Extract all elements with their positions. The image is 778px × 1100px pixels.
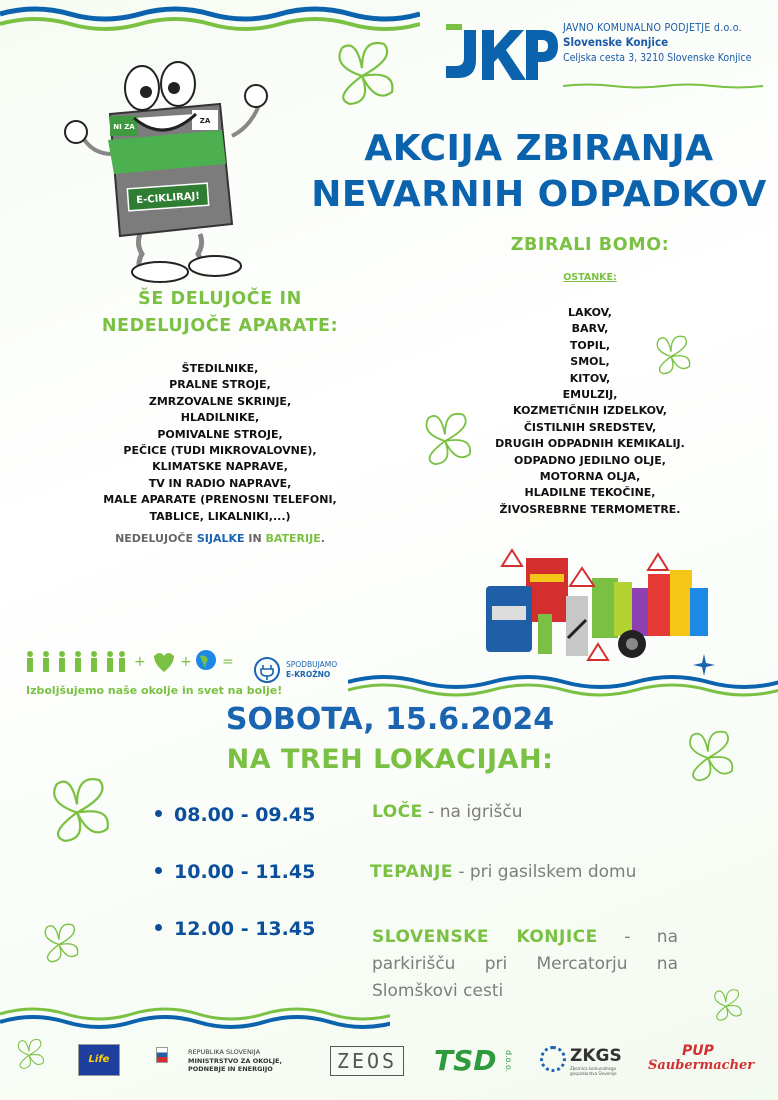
ecikliraj-mascot xyxy=(50,44,270,284)
slot-time: 08.00 - 09.45 xyxy=(174,804,316,826)
hazardous-list xyxy=(420,305,760,518)
life-logo xyxy=(78,1044,120,1076)
list-item: ŽIVOSREBRNE TERMOMETRE. xyxy=(499,502,681,516)
bullet-icon xyxy=(155,867,162,874)
note-batteries: BATERIJE xyxy=(265,532,321,545)
chemical-containers-image xyxy=(482,548,722,672)
bottom-wave xyxy=(0,1004,390,1034)
clover-icon xyxy=(36,772,118,852)
jkp-logo xyxy=(444,22,559,82)
header-underline xyxy=(563,74,763,77)
slovenia-crest-icon xyxy=(156,1047,168,1063)
plug-icon xyxy=(254,657,280,683)
zeos-text: ZEOS xyxy=(336,1049,398,1073)
list-item: TV IN RADIO NAPRAVE, xyxy=(148,476,292,490)
list-item: ODPADNO JEDILNO OLJE, xyxy=(514,453,666,467)
list-item: ČISTILNIH SREDSTEV, xyxy=(523,420,657,434)
location-name: LOČE xyxy=(372,802,423,822)
list-item: BARV, xyxy=(571,322,609,336)
location-detail: - pri gasilskem domu xyxy=(452,862,637,882)
clover-icon xyxy=(10,1036,48,1076)
slot-time: 12.00 - 13.45 xyxy=(174,918,316,940)
clover-icon xyxy=(34,920,84,970)
clover-icon xyxy=(706,986,746,1028)
zeos-logo xyxy=(330,1046,404,1076)
location-3 xyxy=(372,924,678,1005)
main-title-line1: AKCIJA ZBIRANJA xyxy=(364,128,714,169)
zkgs-sub: Zbornica komunalnega gospodarstva Slovenije xyxy=(570,1066,617,1076)
note-part: . xyxy=(320,532,325,545)
clover-icon xyxy=(322,36,402,115)
bullet-icon xyxy=(155,924,162,931)
note-part: IN xyxy=(244,532,266,545)
tsd-suffix: d.o.o. xyxy=(504,1050,513,1073)
top-wave xyxy=(0,0,420,40)
people-heart-earth-icon xyxy=(22,648,242,678)
list-item: PRALNE STROJE, xyxy=(169,378,271,392)
mascot-badge-right: ZA xyxy=(199,117,211,125)
saubermacher-logo xyxy=(648,1043,755,1078)
location-name: TEPANJE xyxy=(370,862,453,882)
list-item: KLIMATSKE NAPRAVE, xyxy=(152,460,288,474)
right-subheading: OSTANKE: xyxy=(563,272,617,283)
zkgs-text: ZKGS xyxy=(570,1046,622,1066)
locations-title: NA TREH LOKACIJAH: xyxy=(226,744,554,775)
list-item: HLADILNE TEKOČINE, xyxy=(524,486,656,500)
location-detail: - na parkirišču pri Mercatorju na Slomškovi cesti xyxy=(372,927,678,1001)
list-item: KOZMETIČNIH IZDELKOV, xyxy=(513,404,667,418)
list-item: PEČICE (TUDI MIKROVALOVNE), xyxy=(123,444,317,458)
lamps-batteries-note xyxy=(40,532,400,545)
clover-icon xyxy=(676,726,740,790)
list-item: ZMRZOVALNE SKRINJE, xyxy=(148,394,292,408)
left-heading-line1: ŠE DELUJOČE IN xyxy=(138,289,302,309)
pup-text: PUP xyxy=(682,1043,714,1059)
slot-time: 10.00 - 11.45 xyxy=(174,861,316,883)
list-item: LAKOV, xyxy=(568,306,612,319)
org-name: JAVNO KOMUNALNO PODJETJE d.o.o. xyxy=(563,22,742,34)
middle-wave xyxy=(348,668,778,698)
location-2 xyxy=(370,862,700,882)
mascot-badge-left: NI ZA xyxy=(113,123,135,131)
tsd-text: TSD xyxy=(434,1044,497,1077)
event-date: SOBOTA, 15.6.2024 xyxy=(225,702,555,737)
time-slot-1 xyxy=(155,804,315,826)
list-item: MOTORNA OLJA, xyxy=(539,470,641,484)
location-name: SLOVENSKE KONJICE xyxy=(372,927,598,947)
list-item: TABLICE, LIKALNIKI,...) xyxy=(149,509,291,523)
org-info xyxy=(563,22,773,64)
note-lamps: SIJALKE xyxy=(196,532,245,545)
org-address: Celjska cesta 3, 3210 Slovenske Konjice xyxy=(563,52,752,64)
location-1 xyxy=(372,802,692,822)
list-item: EMULZIJ, xyxy=(562,388,618,402)
ministry-line3: PODNEBJE IN ENERGIJO xyxy=(188,1065,273,1073)
svg-text:=: = xyxy=(222,654,234,670)
list-item: TOPIL, xyxy=(569,338,611,352)
left-heading xyxy=(20,286,420,340)
badge-line2: E-KROŽNO xyxy=(286,670,331,679)
main-title-line2: NEVARNIH ODPADKOV xyxy=(311,174,767,215)
zkgs-mark-icon xyxy=(540,1046,566,1072)
life-text: Life xyxy=(88,1054,110,1065)
mascot-brand: E-CIKLIRAJ! xyxy=(135,190,201,207)
svg-text:+: + xyxy=(134,654,146,670)
right-heading: ZBIRALI BOMO: xyxy=(510,235,670,255)
list-item: MALE APARATE (PRENOSNI TELEFONI, xyxy=(103,493,337,507)
list-item: HLADILNIKE, xyxy=(180,411,260,425)
list-item: KITOV, xyxy=(569,371,611,385)
zkgs-logo xyxy=(540,1044,630,1080)
ministry-line2: MINISTRSTVO ZA OKOLJE, xyxy=(188,1056,282,1065)
location-detail: - na igrišču xyxy=(422,802,523,822)
note-part: NEDELUJOČE xyxy=(115,532,197,545)
badge-line1: SPODBUJAMO xyxy=(286,660,338,669)
time-slot-3 xyxy=(155,918,315,940)
saubermacher-text: Saubermacher xyxy=(648,1058,755,1073)
list-item: DRUGIH ODPADNIH KEMIKALIJ. xyxy=(495,437,685,451)
appliance-list xyxy=(40,361,400,525)
list-item: POMIVALNE STROJE, xyxy=(157,427,283,441)
slogan-text: Izboljšujemo naše okolje in svet na bolje! xyxy=(26,684,283,697)
left-heading-line2: NEDELUJOČE APARATE: xyxy=(101,316,339,336)
tsd-logo xyxy=(434,1044,524,1078)
ministry-line1: REPUBLIKA SLOVENIJA xyxy=(188,1048,261,1056)
svg-text:+: + xyxy=(180,654,192,670)
list-item: SMOL, xyxy=(570,355,610,369)
list-item: ŠTEDILNIKE, xyxy=(181,362,259,375)
bullet-icon xyxy=(155,810,162,817)
org-town: Slovenske Konjice xyxy=(563,35,669,49)
time-slot-2 xyxy=(155,861,315,883)
